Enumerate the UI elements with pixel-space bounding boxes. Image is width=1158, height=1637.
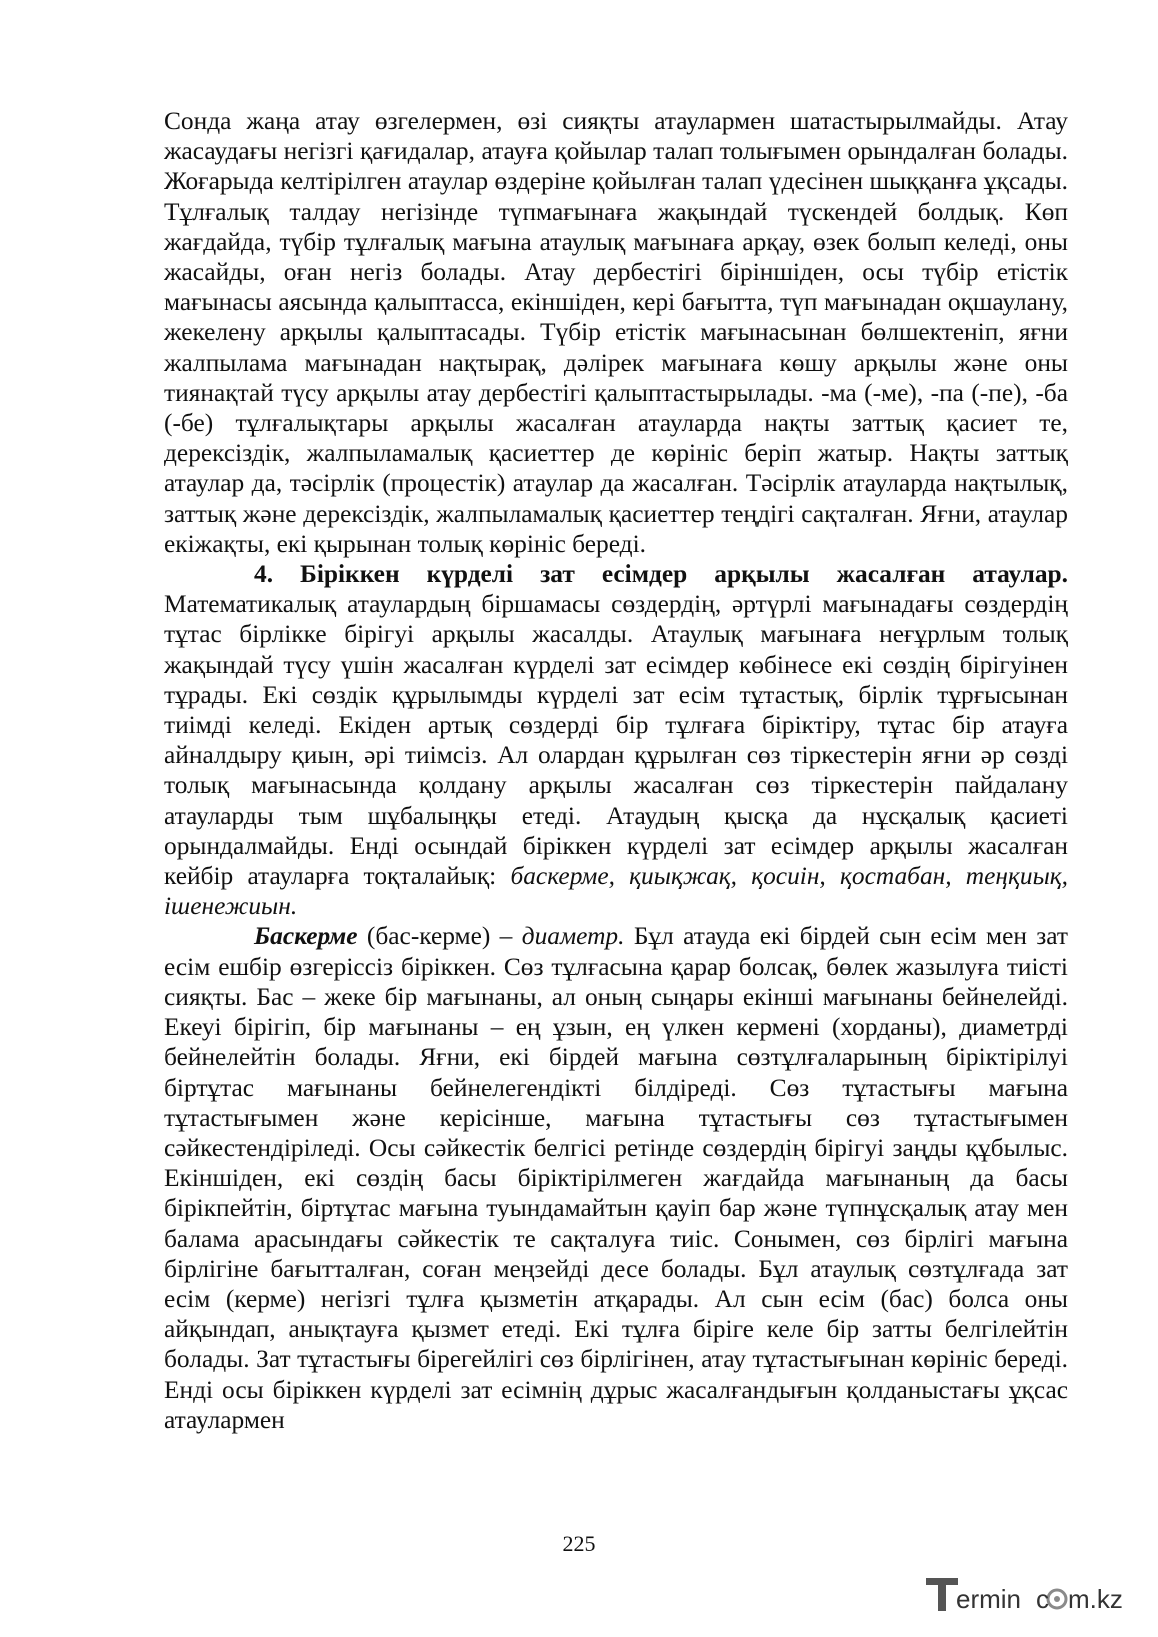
termincom-logo [924,1571,1132,1617]
paragraph-3-text: Бұл атауда екі бірдей сын есім мен зат есім ешбір өзгеріссіз біріккен. Сөз тұлғасына қарар болсақ, бөлек жазылуға тиісті сияқты. Бас – жеке бір мағынаны, ал оның сыңары екінші мағынаны бейнелейді. Екеуі бірігіп, бір мағынаны – ең ұзын, ең үлкен кермені (хорданы), диаметрді бейнелейтін болады. Яғни, екі бірдей мағына сөзтұлғаларының біріктірілуі біртұтас мағынаны бейнелегендікті білдіреді. Сөз тұтастығы мағына тұтастығымен және керісінше, мағына тұтастығы сөз тұтастығымен сәйкестендіріледі. Осы сәйкестік белгісі ретінде сөздердің бірігуі заңды құбылыс. Екіншіден, екі сөздің басы біріктірілмеген жағдайда мағынаның да басы бірікпейтін, біртұтас мағына туындамайтын қауіп бар және түпнұсқалық атау мен балама арасындағы сәйкестік те сақталуға тиіс. Сонымен, сөз бірлігі мағына бірлігіне бағытталған, соған меңзейді десе болады. Бұл атаулық сөзтұлғада зат есім (керме) негізгі тұлға қызметін атқарады. Ал сын есім (бас) болса оны айқындап, анықтауға қызмет етеді. Екі тұлға біріге келе бір затты белгілейтін болады. Зат тұтастығы бірегейлігі сөз бірлігінен, атау тұтастығынан көрініс береді. Енді осы біріккен күрделі зат есімнің дұрыс жасалғандығын қолданыстағы ұқсас атаулармен [164,922,1068,1434]
term-translation: диаметр. [521,922,625,951]
logo-letter-t-icon [926,1578,958,1611]
paragraph-3 [164,921,1068,1434]
svg-text:c: c [1036,1584,1049,1614]
paragraph-2-text: Математикалық атаулардың біршамасы сөздердің, әртүрлі мағынадағы сөздердің тұтас бірлікке бірігуі арқылы жасалды. Атаулық мағынаға неғұрлым толық жақындай түсу үшін жасалған күрделі зат есімдер көбінесе екі сөздің бірігуінен тұрады. Екі сөздік құрылымды күрделі зат есім тұтастық, бірлік тұрғысынан тиімді келеді. Екіден артық сөздерді бір тұлғаға біріктіру, тұтас бір атауға айналдыру қиын, әрі тиімсіз. Ал олардан құрылған сөз тіркестерін яғни әр сөзді толық мағынасында қолдану арқылы жасалған сөз тіркестерін пайдалану атауларды тым шұбалыңқы етеді. Атаудың қысқа да нұсқалық қасиеті орындалмайды. Енді осындай біріккен күрделі зат есімдер арқылы жасалған кейбір атауларға тоқталайық: [164,590,1068,891]
document-body [164,106,1068,1435]
page-number: 225 [562,1531,596,1556]
section-heading: 4. Біріккен күрделі зат есімдер арқылы жасалған атаулар. [254,560,1068,589]
paragraph-2 [164,559,1068,921]
svg-text:m.kz: m.kz [1068,1584,1123,1614]
term-gloss: (бас-керме) – [357,922,522,951]
term-baskerme: Баскерме [254,922,358,951]
term-list: баскерме, қиықжақ, қосиін, қостабан, теңқиық, ішенежиын. [164,862,1068,921]
paragraph-1: Сонда жаңа атау өзгелермен, өзі сияқты атаулармен шатастырылмайды. Атау жасаудағы негізгі қағидалар, атауға қойылар талап толығымен орындалған болады. Жоғарыда келтірілген атаулар өздеріне қойылған талап үдесінен шыққанға ұқсады. Тұлғалық талдау негізінде түпмағынаға жақындай түскендей болдық. Көп жағдайда, түбір тұлғалық мағына атаулық мағынаға арқау, өзек болып келеді, оны жасайды, оған негіз болады. Атау дербестігі біріншіден, осы түбір етістік мағынасы аясында қалыптасса, екіншіден, кері бағытта, түп мағынадан оқшаулану, жекелену арқылы қалыптасады. Түбір етістік мағынасынан бөлшектеніп, яғни жалпылама мағынадан нақтырақ, дәлірек мағынаға көшу арқылы және оны тиянақтай түсу арқылы атау дербестігі қалыптастырылады. -ма (-ме), -па (-пе), -ба (-бе) тұлғалықтары арқылы жасалған атауларда нақты заттық қасиет те, дерексіздік, жалпыламалық қасиеттер де көрініс беріп жатыр. Нақты заттық атаулар да, тәсірлік (процестік) атаулар да жасалған. Тәсірлік атауларда нақтылық, заттық және дерексіздік, жалпыламалық қасиеттер теңдігі сақталған. Яғни, атаулар екіжақты, екі қырынан толық көрініс береді. [164,107,1068,558]
svg-text:ermin: ermin [956,1584,1022,1614]
